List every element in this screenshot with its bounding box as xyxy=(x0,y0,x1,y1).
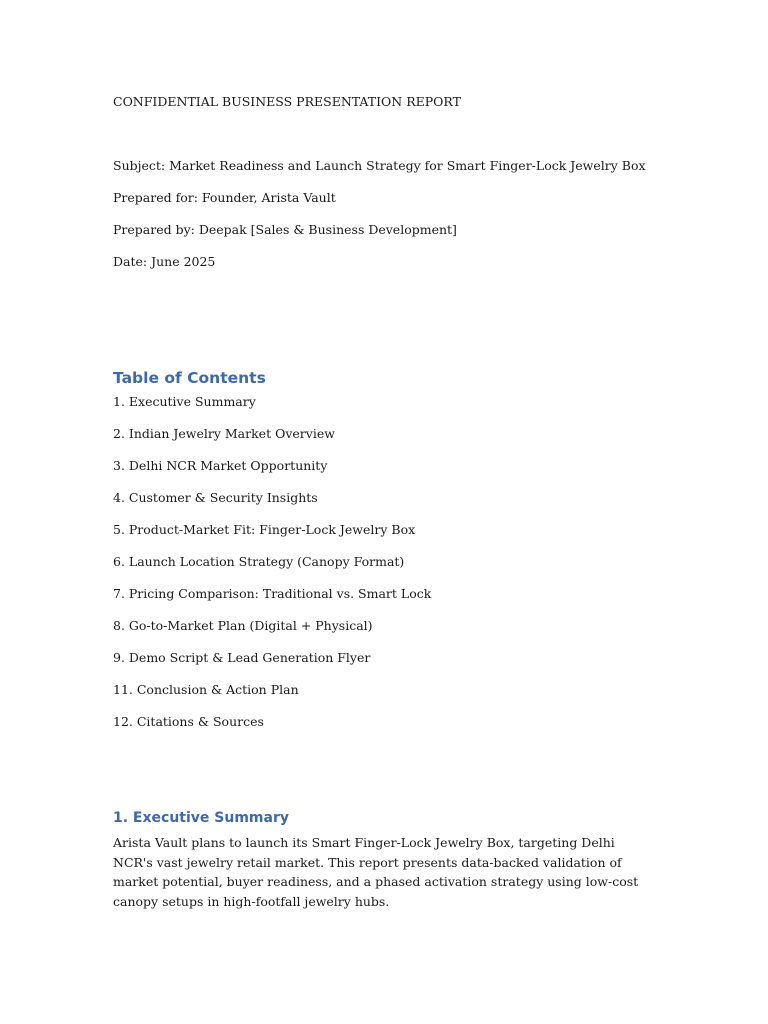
prepared-for-line: Prepared for: Founder, Arista Vault xyxy=(113,190,336,205)
toc-item: 11. Conclusion & Action Plan xyxy=(113,682,299,697)
toc-item: 5. Product-Market Fit: Finger-Lock Jewelry Box xyxy=(113,522,416,537)
toc-item: 3. Delhi NCR Market Opportunity xyxy=(113,458,328,473)
toc-item: 8. Go-to-Market Plan (Digital + Physical) xyxy=(113,618,373,633)
executive-summary-heading: 1. Executive Summary xyxy=(113,810,289,826)
prepared-by-line: Prepared by: Deepak [Sales & Business Development] xyxy=(113,222,457,237)
toc-item: 4. Customer & Security Insights xyxy=(113,490,318,505)
toc-item: 9. Demo Script & Lead Generation Flyer xyxy=(113,650,371,665)
toc-item: 12. Citations & Sources xyxy=(113,714,264,729)
subject-line: Subject: Market Readiness and Launch Strategy for Smart Finger-Lock Jewelry Box xyxy=(113,158,646,173)
toc-item: 1. Executive Summary xyxy=(113,394,256,409)
date-line: Date: June 2025 xyxy=(113,254,216,269)
toc-heading: Table of Contents xyxy=(113,369,266,387)
toc-item: 2. Indian Jewelry Market Overview xyxy=(113,426,335,441)
executive-summary-body: Arista Vault plans to launch its Smart Finger-Lock Jewelry Box, targeting Delhi NCR's vast jewelry retail market. This report presents data-backed validation of market potential, buyer readiness, and a phased activation strategy using low-cost canopy setups in high-footfall jewelry hubs. xyxy=(113,835,639,909)
toc-item: 6. Launch Location Strategy (Canopy Format) xyxy=(113,554,405,569)
report-title: CONFIDENTIAL BUSINESS PRESENTATION REPORT xyxy=(113,94,461,109)
toc-item: 7. Pricing Comparison: Traditional vs. Smart Lock xyxy=(113,586,432,601)
